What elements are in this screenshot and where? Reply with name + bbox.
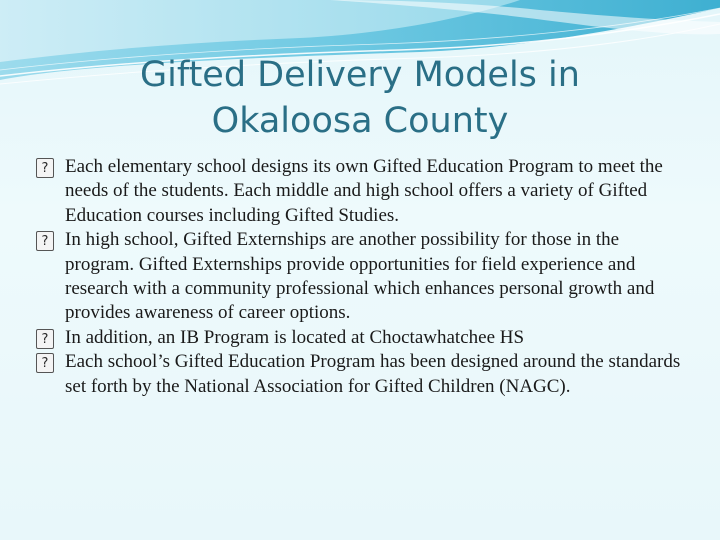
bullet-item bbox=[36, 350, 686, 399]
slide-title-line-2: Okaloosa County bbox=[211, 101, 509, 141]
bullet-item bbox=[36, 326, 686, 350]
bullet-text: Each elementary school designs its own Gifted Education Program to meet the needs of the students. Each middle and high school offers a variety of Gifted Education courses including Gifted Studies. bbox=[65, 156, 663, 226]
bullet-text: In high school, Gifted Externships are another possibility for those in the program. Gifted Externships provide opportunities for field experience and research with a community professional which enhances personal growth and provides awareness of career options. bbox=[65, 229, 655, 324]
bullet-text: Each school’s Gifted Education Program has been designed around the standards set forth by the National Association for Gifted Children (NAGC). bbox=[65, 351, 681, 397]
replacement-character-icon: ? bbox=[36, 158, 54, 178]
slide-title bbox=[60, 52, 660, 144]
bullet-list bbox=[36, 155, 686, 399]
replacement-character-icon: ? bbox=[36, 353, 54, 373]
slide-title-line-1: Gifted Delivery Models in bbox=[140, 55, 580, 95]
replacement-character-icon: ? bbox=[36, 329, 54, 349]
bullet-item bbox=[36, 228, 686, 326]
bullet-item bbox=[36, 155, 686, 228]
replacement-character-icon: ? bbox=[36, 231, 54, 251]
bullet-text: In addition, an IB Program is located at Choctawhatchee HS bbox=[65, 326, 525, 348]
